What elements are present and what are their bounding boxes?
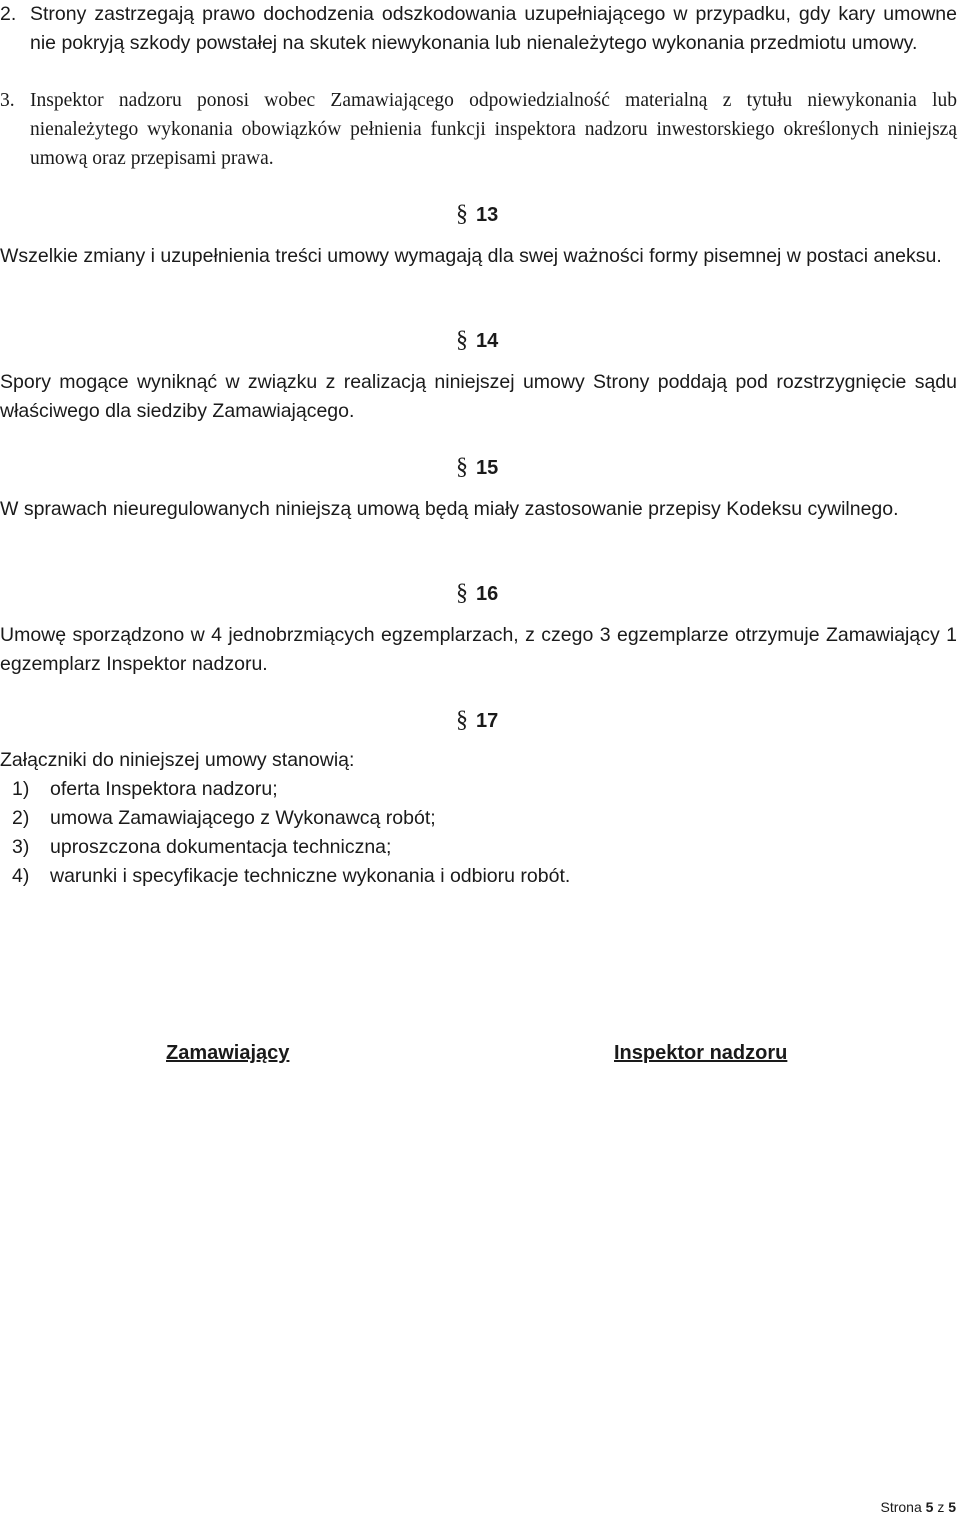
section-text-13: Wszelkie zmiany i uzupełnienia treści umowy wymagają dla swej ważności formy pisemnej w postaci aneksu. <box>0 245 942 267</box>
section-number: 16 <box>476 583 499 605</box>
section-heading-15 <box>456 455 498 480</box>
signature-label-client: Zamawiający <box>166 1042 290 1064</box>
section-number: 15 <box>476 457 499 479</box>
section-heading-16 <box>456 581 498 606</box>
section-heading-14 <box>456 328 498 353</box>
list-item-number: 2) <box>12 807 30 829</box>
list-item-text: umowa Zamawiającego z Wykonawcą robót; <box>50 807 436 829</box>
section-number: 14 <box>476 330 499 352</box>
paragraph-symbol: § <box>456 327 468 353</box>
clause-item-3 <box>0 86 957 173</box>
clause-item-2 <box>0 0 957 58</box>
section-text-14: Spory mogące wyniknąć w związku z realizacją niniejszej umowy Strony poddają pod rozstrzygnięcie sądu właściwego dla siedziby Zamawiającego. <box>0 371 957 422</box>
section-number: 13 <box>476 204 499 226</box>
list-item <box>12 804 570 833</box>
section-text-16: Umowę sporządzono w 4 jednobrzmiących egzemplarzach, z czego 3 egzemplarze otrzymuje Zamawiający 1 egzemplarz Inspektor nadzoru. <box>0 624 957 675</box>
list-item <box>12 833 570 862</box>
signature-label-inspector: Inspektor nadzoru <box>614 1042 788 1064</box>
list-item-number: 1) <box>12 778 30 800</box>
clause-number: 2. <box>0 3 17 25</box>
paragraph-symbol: § <box>456 580 468 606</box>
paragraph-symbol: § <box>456 707 468 733</box>
page-number-total: 5 <box>948 1499 956 1515</box>
section-heading-13 <box>456 202 498 227</box>
section-text-15: W sprawach nieuregulowanych niniejszą umową będą miały zastosowanie przepisy Kodeksu cywilnego. <box>0 498 899 520</box>
page-number-label: Strona <box>880 1499 922 1515</box>
paragraph-symbol: § <box>456 201 468 227</box>
list-item-text: uproszczona dokumentacja techniczna; <box>50 836 392 858</box>
list-item-text: warunki i specyfikacje techniczne wykonania i odbioru robót. <box>50 865 571 887</box>
list-item-text: oferta Inspektora nadzoru; <box>50 778 278 800</box>
section-heading-17 <box>456 708 498 733</box>
list-item <box>12 775 570 804</box>
clause-number: 3. <box>0 90 15 111</box>
clause-text: Inspektor nadzoru ponosi wobec Zamawiającego odpowiedzialność materialną z tytułu niewykonania lub nienależytego wykonania obowiązków pełnienia funkcji inspektora nadzoru inwestorskiego określonych niniejszą umową oraz przepisami prawa. <box>30 90 957 169</box>
section-number: 17 <box>476 710 499 732</box>
attachments-list <box>12 775 570 891</box>
page-number-current: 5 <box>925 1499 934 1515</box>
paragraph-symbol: § <box>456 454 468 480</box>
list-item <box>12 862 570 891</box>
section-text-17: Załączniki do niniejszej umowy stanowią: <box>0 749 355 771</box>
page-number-separator: z <box>937 1499 945 1515</box>
clause-text: Strony zastrzegają prawo dochodzenia odszkodowania uzupełniającego w przypadku, gdy kary umowne nie pokryją szkody powstałej na skutek niewykonania lub nienależytego wykonania przedmiotu umowy. <box>30 3 957 54</box>
page-number <box>880 1499 956 1515</box>
list-item-number: 4) <box>12 865 30 887</box>
list-item-number: 3) <box>12 836 30 858</box>
